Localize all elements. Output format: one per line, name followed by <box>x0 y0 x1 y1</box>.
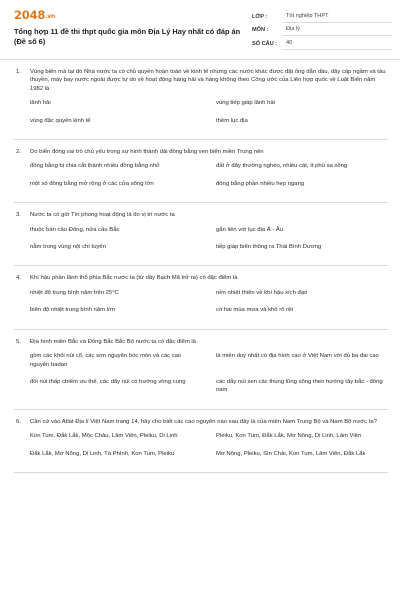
question-text: Vùng biển mà tại đó Nhà nước ta có chủ quyền hoàn toàn về kinh tế nhưng các nước khác được đặt ống dẫn dầu, dây cáp ngầm và tàu thuyền, máy bay nước ngoài được tự do về hoạt động hàng hải và hàng không theo Công ước của Liên hợp quốc về Luật Biển năm 1982 là <box>30 69 386 92</box>
document-title: Tổng hợp 11 đề thi thpt quốc gia môn Địa Lý Hay nhất có đáp án (Đề số 6) <box>14 27 241 46</box>
question-number: 5. <box>16 338 21 345</box>
question-text: Địa hình miền Bắc và Đông Bắc Bắc Bộ nước ta có đặc điểm là <box>30 338 196 345</box>
answer-options <box>14 352 388 404</box>
meta-row-class <box>252 10 392 24</box>
meta-row-subject <box>252 24 392 38</box>
answer-options <box>14 162 388 197</box>
answer-option[interactable]: đất ở đây thường nghèo, nhiều cát, ít phù sa sông <box>216 163 348 170</box>
answer-option[interactable]: biên độ nhiệt trung bình năm lớn <box>30 307 116 314</box>
question-text: Nước ta có giờ Tín phong hoạt động là do vị trí nước ta <box>30 212 175 219</box>
answer-option[interactable]: gồm các khối núi cổ, các sơn nguyên bóc mòn và các cao nguyên badan <box>30 353 182 368</box>
answer-option[interactable]: Pleiku, Kon Tum, Đắk Lắk, Mơ Nông, Di Linh, Lâm Viên <box>216 433 362 440</box>
question-stem <box>14 148 388 156</box>
question-stem <box>14 338 388 346</box>
question-text: Do biển đóng vai trò chủ yếu trong sự hình thành dải đồng bằng ven biển miền Trung nên <box>30 149 264 156</box>
answer-options <box>14 289 388 324</box>
answer-option[interactable]: nền nhiệt thiên về khí hậu xích đạo <box>216 289 308 296</box>
answer-options <box>14 432 388 467</box>
question-number: 1. <box>16 69 21 75</box>
question-4 <box>14 266 388 329</box>
question-5 <box>14 330 388 410</box>
answer-options <box>14 226 388 261</box>
question-stem <box>14 418 388 426</box>
answer-option[interactable]: nằm trong vùng nội chí tuyến <box>30 244 106 251</box>
question-6 <box>14 410 388 473</box>
question-list <box>0 60 400 473</box>
question-number: 2. <box>16 149 21 156</box>
meta-key: LỚP : <box>252 13 268 20</box>
question-2 <box>14 140 388 203</box>
answer-option[interactable]: Đắk Lắk, Mơ Nông, Di Linh, Tà Phình, Kon Tum, Pleiku <box>30 450 175 457</box>
question-1 <box>14 60 388 140</box>
answer-option[interactable]: Kon Tum, Đắk Lắk, Mộc Châu, Lâm Viên, Pleiku, Di Linh <box>30 433 178 440</box>
question-stem <box>14 211 388 219</box>
answer-option[interactable]: thuộc bán cầu Đông, nửa cầu Bắc <box>30 226 120 233</box>
logo-main: 2048 <box>14 8 46 22</box>
answer-option[interactable]: các dãy núi xen các thung lũng sông theo hướng tây bắc - đông nam <box>216 378 383 394</box>
answer-option[interactable]: một số đồng bằng mở rộng ở các cửa sông lớn <box>30 180 154 187</box>
answer-option[interactable]: đồng bằng phần nhiều hẹp ngang <box>216 180 305 187</box>
answer-option[interactable]: thềm lục địa <box>216 117 248 124</box>
answer-option[interactable]: vùng đặc quyền kinh tế <box>30 117 91 124</box>
page-header <box>0 0 400 60</box>
question-stem <box>14 274 388 282</box>
meta-key: MÔN : <box>252 27 269 34</box>
meta-value: Địa lý <box>282 24 392 36</box>
question-number: 3. <box>16 212 21 219</box>
question-stem <box>14 68 388 93</box>
answer-option[interactable]: Mơ Nông, Pleiku, Sìn Chải, Kon Tum, Lâm Viên, Đắk Lắk <box>216 450 366 457</box>
answer-options <box>14 99 388 134</box>
answer-option[interactable]: là miền duy nhất có địa hình cao ở Việt Nam với đủ ba đai cao <box>216 353 379 360</box>
answer-option[interactable]: vùng tiếp giáp lãnh hải <box>216 100 275 107</box>
answer-option[interactable]: nhiệt độ trung bình năm trên 25°C <box>30 289 119 296</box>
answer-option[interactable]: lãnh hải <box>30 100 51 107</box>
answer-option[interactable]: gắn liền với lục địa Á - Âu <box>216 226 284 233</box>
meta-row-count <box>252 37 392 51</box>
question-number: 4. <box>16 275 21 282</box>
meta-value: Tốt nghiệp THPT <box>282 11 392 23</box>
question-number: 6. <box>16 418 21 425</box>
answer-option[interactable]: đồng bằng bị chia cắt thành nhiều đồng bằng nhỏ <box>30 163 160 170</box>
question-text: Khí hậu phần lãnh thổ phía Bắc nước ta (từ dãy Bạch Mã trở ra) có đặc điểm là <box>30 275 238 282</box>
logo-suffix: .vn <box>45 13 56 20</box>
answer-option[interactable]: tiếp giáp biển thông ra Thái Bình Dương <box>216 244 322 251</box>
meta-key: SỐ CÂU : <box>252 40 278 47</box>
question-3 <box>14 203 388 266</box>
answer-option[interactable]: đồi núi thấp chiếm ưu thế, các dãy núi có hướng vòng cung <box>30 378 186 385</box>
meta-info <box>252 10 392 51</box>
question-text: Căn cứ vào Atlat Địa lí Việt Nam trang 14, hãy cho biết các cao nguyên nào sau đây là của miền Nam Trung Bộ và Nam Bộ nước ta? <box>30 418 377 425</box>
meta-value: 40 <box>282 38 392 50</box>
answer-option[interactable]: có hai mùa mưa và khô rõ rệt <box>216 307 293 314</box>
